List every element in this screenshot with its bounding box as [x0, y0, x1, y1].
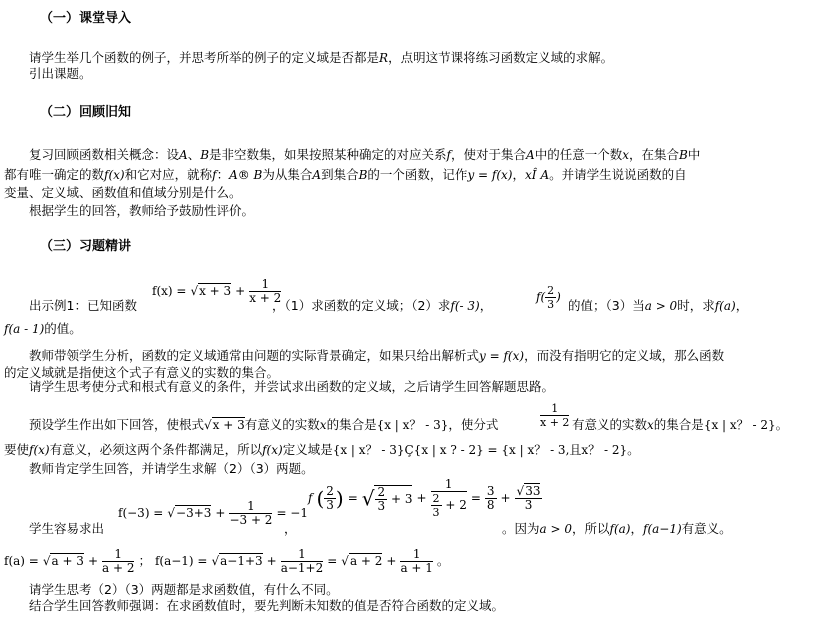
radicand: −3+3: [176, 506, 212, 520]
numerator: 2: [377, 484, 386, 499]
compute-lead: 学生容易求出: [29, 521, 105, 536]
denominator: a + 2: [101, 561, 135, 575]
section-1-heading: （一）课堂导入: [40, 11, 132, 26]
math: B: [358, 168, 368, 182]
math: B: [200, 148, 210, 162]
example-line-1b: [272, 299, 492, 313]
text: 、: [187, 147, 201, 162]
math: f(- 3): [450, 299, 480, 313]
math: A: [312, 168, 322, 182]
radicand: x + 3: [212, 418, 245, 432]
text: 有意义的实数: [244, 417, 320, 432]
math: f(x) =: [152, 284, 187, 298]
text: ，点明这节课将练习函数定义域的求解。: [388, 50, 614, 65]
answer-fraction: [540, 402, 569, 429]
denominator: −3 + 2: [229, 513, 273, 527]
compute-f-minus3: [118, 500, 308, 527]
math: x: [647, 418, 654, 432]
sqrt: √ $\frac{2}{3}$ + 3: [361, 484, 413, 513]
math: a > 0: [644, 299, 678, 313]
text: 中的任意一个数: [534, 147, 623, 162]
section-2-line-1: [29, 148, 700, 162]
denominator: a−1+2: [280, 561, 324, 575]
math: f(a): [609, 522, 631, 536]
compute-tail: [502, 522, 732, 536]
analysis-line-1: [29, 349, 724, 363]
fraction: [545, 284, 556, 311]
numerator: 2: [326, 484, 334, 498]
closing-line-1: 请学生思考（2）（3）两题都是求函数值，有什么不同。: [29, 582, 339, 597]
fraction: [229, 500, 272, 527]
section-1-line: 引出课题。: [29, 66, 92, 81]
math: {x | x？ - 2}: [703, 418, 776, 432]
text: 定义域是: [282, 442, 333, 457]
denominator: a + 1: [400, 561, 433, 575]
math: f(a) =: [4, 554, 39, 568]
answer-line-1: [29, 418, 498, 432]
numerator: 1: [249, 278, 281, 292]
text: 预设学生作出如下回答，使根式: [29, 417, 205, 432]
math: = −1: [276, 506, 308, 520]
fraction: [281, 548, 324, 575]
text: ，在集合: [628, 147, 679, 162]
radicand: x + 3: [199, 284, 232, 298]
text: ，所以: [572, 521, 610, 536]
text: 请学生举几个函数的例子，并思考所举的例子的定义域是否都是: [29, 50, 380, 65]
denominator: 3: [377, 498, 386, 513]
fraction: [485, 485, 497, 512]
text: 为从集合: [262, 167, 313, 182]
math: +: [266, 554, 277, 568]
fraction: [324, 485, 336, 512]
math: =: [347, 491, 358, 505]
denominator: 3: [326, 498, 334, 512]
text: 到集合: [321, 167, 359, 182]
numerator: 1: [400, 548, 432, 562]
text: ，（1）求函数的定义域；（2）求: [272, 298, 451, 313]
numerator: 1: [540, 402, 569, 416]
math: f(a−1) =: [154, 554, 208, 568]
math: {x | x？ - 3}: [376, 418, 449, 432]
math: y = f(x): [467, 168, 513, 182]
analysis-line-2: 的定义域就是指使这个式子有意义的实数的集合。: [4, 365, 280, 380]
math: f(a−1): [643, 522, 682, 536]
text: 要使: [4, 442, 30, 457]
example-formula: [152, 278, 281, 305]
section-2-line-2: [4, 168, 687, 182]
sqrt: √x + 3: [190, 284, 232, 298]
section-2-heading: （二）回顾旧知: [40, 105, 132, 120]
text: ；: [138, 553, 151, 568]
math: f(x): [104, 168, 125, 182]
example-line-1: [29, 299, 137, 313]
text: 的集合是: [326, 417, 377, 432]
math: f(−3) =: [118, 506, 164, 520]
denominator: 8: [486, 498, 495, 512]
numerator: 3: [486, 484, 495, 498]
math: +: [500, 491, 511, 505]
text: ，使分式: [448, 417, 499, 432]
text: 有意义。: [681, 521, 732, 536]
math: =: [327, 554, 338, 568]
math: B: [679, 148, 688, 162]
radicand: 33: [525, 484, 541, 498]
sqrt: √a + 2: [341, 554, 383, 568]
text: 。并请学生说说函数的自: [549, 167, 687, 182]
math: xÎ: [525, 168, 537, 182]
math: f(a): [714, 299, 736, 313]
compute-comma: ，: [284, 521, 297, 536]
numerator: 1: [229, 500, 272, 514]
compute-f-two-thirds: [308, 478, 542, 519]
paren-open: (: [316, 486, 325, 511]
text: 的集合是: [653, 417, 704, 432]
fraction: [431, 478, 467, 519]
math: f(: [536, 290, 546, 304]
text: ，: [512, 167, 525, 182]
text: 出示例1：已知函数: [29, 298, 137, 313]
closing-line-2: 结合学生回答教师强调：在求函数值时，要先判断未知数的值是否符合函数的定义域。: [29, 598, 505, 613]
sqrt: √−3+3: [167, 506, 212, 520]
text: 都有唯一确定的数: [4, 167, 105, 182]
math: +: [215, 506, 226, 520]
text: ：: [216, 167, 230, 182]
example-line-2: [4, 322, 82, 336]
fraction: [540, 402, 569, 429]
math: =: [470, 491, 481, 505]
math: f(a - 1): [4, 322, 45, 336]
math: {x | x？ - 3}Ç{x | x ? - 2} = {x | x？ - 3,且x？ - 2}: [332, 443, 628, 457]
text: 。: [627, 442, 640, 457]
text: 和它对应，就称: [124, 167, 213, 182]
paren-close: ): [335, 486, 344, 511]
denominator: 3: [432, 506, 440, 519]
math: a > 0: [539, 522, 572, 536]
text: 的值；（3）当: [568, 298, 645, 313]
math: f: [212, 168, 217, 182]
math: ): [556, 290, 561, 304]
section-1-paragraph: [29, 51, 613, 65]
math: A: [179, 148, 188, 162]
math: A: [540, 168, 550, 182]
radicand: a + 3: [51, 554, 84, 568]
math: +: [386, 554, 397, 568]
text: 复习回顾函数相关概念：设: [29, 147, 180, 162]
fraction: $\frac{√33}{3}$: [516, 484, 541, 512]
text: 。: [436, 553, 450, 568]
text: ，使对于集合: [451, 147, 527, 162]
fraction: [375, 486, 387, 513]
denominator: 3: [524, 498, 533, 512]
text: 时，求: [677, 298, 715, 313]
sqrt: √a + 3: [42, 554, 84, 568]
text: 中: [687, 147, 701, 162]
compute-fa-line: [4, 548, 449, 575]
math-R: R: [379, 51, 389, 65]
math: f: [446, 148, 451, 162]
text: 教师带领学生分析，函数的定义域通常由问题的实际背景确定，如果只给出解析式: [29, 348, 480, 363]
math: + 2: [445, 498, 467, 512]
sqrt: √a−1+3: [211, 554, 263, 568]
denominator: 3: [547, 298, 555, 311]
section-3-heading: （三）习题精讲: [40, 239, 132, 254]
math: +: [416, 491, 427, 505]
example-f23: [536, 284, 561, 311]
numerator: 2: [547, 284, 555, 297]
fraction: [102, 548, 134, 575]
text: ，而没有指明它的定义域，那么函数: [524, 348, 725, 363]
math: f: [308, 491, 313, 505]
math: x: [622, 148, 629, 162]
numerator: 2: [432, 492, 440, 505]
text: 是非空数集，如果按照某种确定的对应关系: [209, 147, 447, 162]
numerator: 1: [102, 548, 134, 562]
answer-line-2: [4, 443, 640, 457]
text: 有意义的实数: [572, 417, 648, 432]
math: x: [319, 418, 327, 432]
example-line-1c: [568, 299, 748, 313]
text: ，: [735, 298, 749, 313]
text: 。: [775, 417, 789, 432]
section-2-line-3: 变量、定义域、函数值和值域分别是什么。: [4, 185, 242, 200]
math: +: [87, 554, 98, 568]
analysis-line-3: 请学生思考使分式和根式有意义的条件，并尝试求出函数的定义域，之后请学生回答解题思路。: [29, 379, 555, 394]
text: 。因为: [502, 521, 540, 536]
math: A: [526, 148, 535, 162]
text: ，: [479, 298, 493, 313]
math: f(x): [29, 443, 50, 457]
text: 的一个函数，记作: [367, 167, 468, 182]
math: A® B: [229, 168, 263, 182]
answer-line-1b: [572, 418, 788, 432]
math: + 3: [390, 491, 413, 506]
math: y = f(x): [479, 349, 525, 363]
radicand: a−1+3: [220, 554, 263, 568]
math: +: [235, 284, 246, 298]
answer-line-3: 教师肯定学生回答，并请学生求解（2）（3）两题。: [29, 461, 314, 476]
denominator: x + 2: [540, 416, 570, 429]
fraction: [400, 548, 432, 575]
fraction: [431, 492, 442, 519]
radicand: a + 2: [349, 554, 383, 568]
denominator: x + 2: [249, 291, 282, 305]
numerator: 1: [281, 548, 324, 562]
section-2-line-4: 根据学生的回答，教师给予鼓励性评价。: [29, 203, 255, 218]
text: ，: [630, 521, 643, 536]
math: f(x): [262, 443, 283, 457]
numerator: 1: [431, 478, 467, 492]
text: 有意义，必须这两个条件都满足，所以: [49, 442, 263, 457]
text: 的值。: [44, 321, 82, 336]
sqrt: √x + 3: [204, 418, 245, 432]
